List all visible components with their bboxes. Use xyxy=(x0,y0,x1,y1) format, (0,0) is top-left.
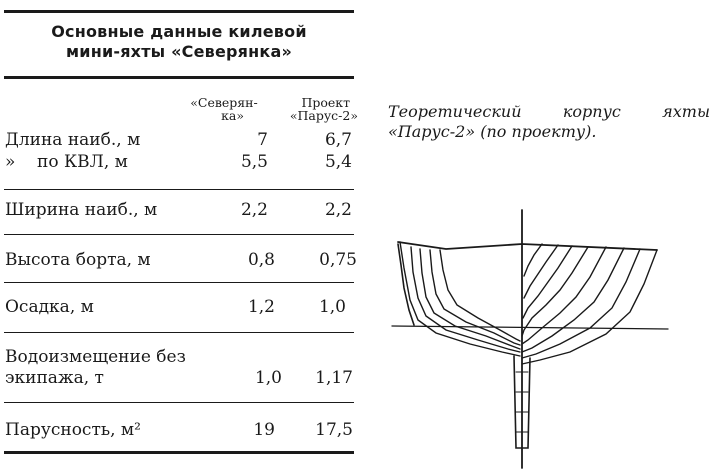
table-title-line1: Основные данные килевой xyxy=(51,22,307,41)
row-label-sail-area: Парусность, м² xyxy=(5,420,141,440)
column-header-parus2-line1: Проект xyxy=(301,95,350,110)
row-label-displacement-line1: Водоизмещение без xyxy=(5,347,186,367)
row-divider xyxy=(4,402,354,403)
row-divider xyxy=(4,332,354,333)
figure-caption xyxy=(388,102,710,142)
row-divider xyxy=(4,234,354,235)
table-title-line2: мини-яхты «Северянка» xyxy=(66,42,292,61)
row-divider xyxy=(4,282,354,283)
row-label-length: Длина наиб., м xyxy=(5,130,141,150)
caption-line2: «Парус-2» (по проекту). xyxy=(388,122,597,141)
header-rule xyxy=(4,76,354,79)
row-label-width: Ширина наиб., м xyxy=(5,200,158,220)
column-header-severyanka xyxy=(178,96,270,122)
row-divider xyxy=(4,189,354,190)
table-title xyxy=(0,22,358,62)
row-value-freeboard-parus2: 0,75 xyxy=(319,250,357,270)
table-top-rule xyxy=(4,10,354,13)
caption-word-yacht: яхты xyxy=(662,102,710,121)
column-header-parus2-line2: «Парус-2» xyxy=(289,108,358,123)
row-value-length-parus2: 6,7 xyxy=(324,130,352,150)
row-value-width-severyanka: 2,2 xyxy=(240,200,268,220)
row-value-draft-severyanka: 1,2 xyxy=(247,297,275,317)
row-value-width-parus2: 2,2 xyxy=(324,200,352,220)
column-header-severyanka-line2: ка» xyxy=(221,108,244,123)
row-label-freeboard: Высота борта, м xyxy=(5,250,151,270)
row-value-displacement-severyanka: 1,0 xyxy=(254,368,282,388)
row-value-sail-area-severyanka: 19 xyxy=(253,420,275,440)
row-label-displacement-line2: экипажа, т xyxy=(5,368,104,388)
row-label-draft: Осадка, м xyxy=(5,297,94,317)
deck-line xyxy=(398,242,657,250)
row-value-length-severyanka: 7 xyxy=(257,130,268,150)
caption-word-theoretical: Теоретический xyxy=(388,102,522,121)
column-header-severyanka-line1: «Северян- xyxy=(190,95,258,110)
row-value-freeboard-severyanka: 0,8 xyxy=(247,250,275,270)
column-header-parus2 xyxy=(270,96,358,122)
row-value-draft-parus2: 1,0 xyxy=(318,297,346,317)
caption-word-hull: корпус xyxy=(562,102,621,121)
waterline xyxy=(392,326,668,329)
row-label-length-waterline: » по КВЛ, м xyxy=(5,152,128,172)
row-value-sail-area-parus2: 17,5 xyxy=(315,420,353,440)
hull-body-plan-drawing xyxy=(388,205,678,470)
row-value-waterline-severyanka: 5,5 xyxy=(240,152,268,172)
row-value-displacement-parus2: 1,17 xyxy=(315,368,353,388)
table-bottom-rule xyxy=(4,451,354,454)
row-value-waterline-parus2: 5,4 xyxy=(324,152,352,172)
